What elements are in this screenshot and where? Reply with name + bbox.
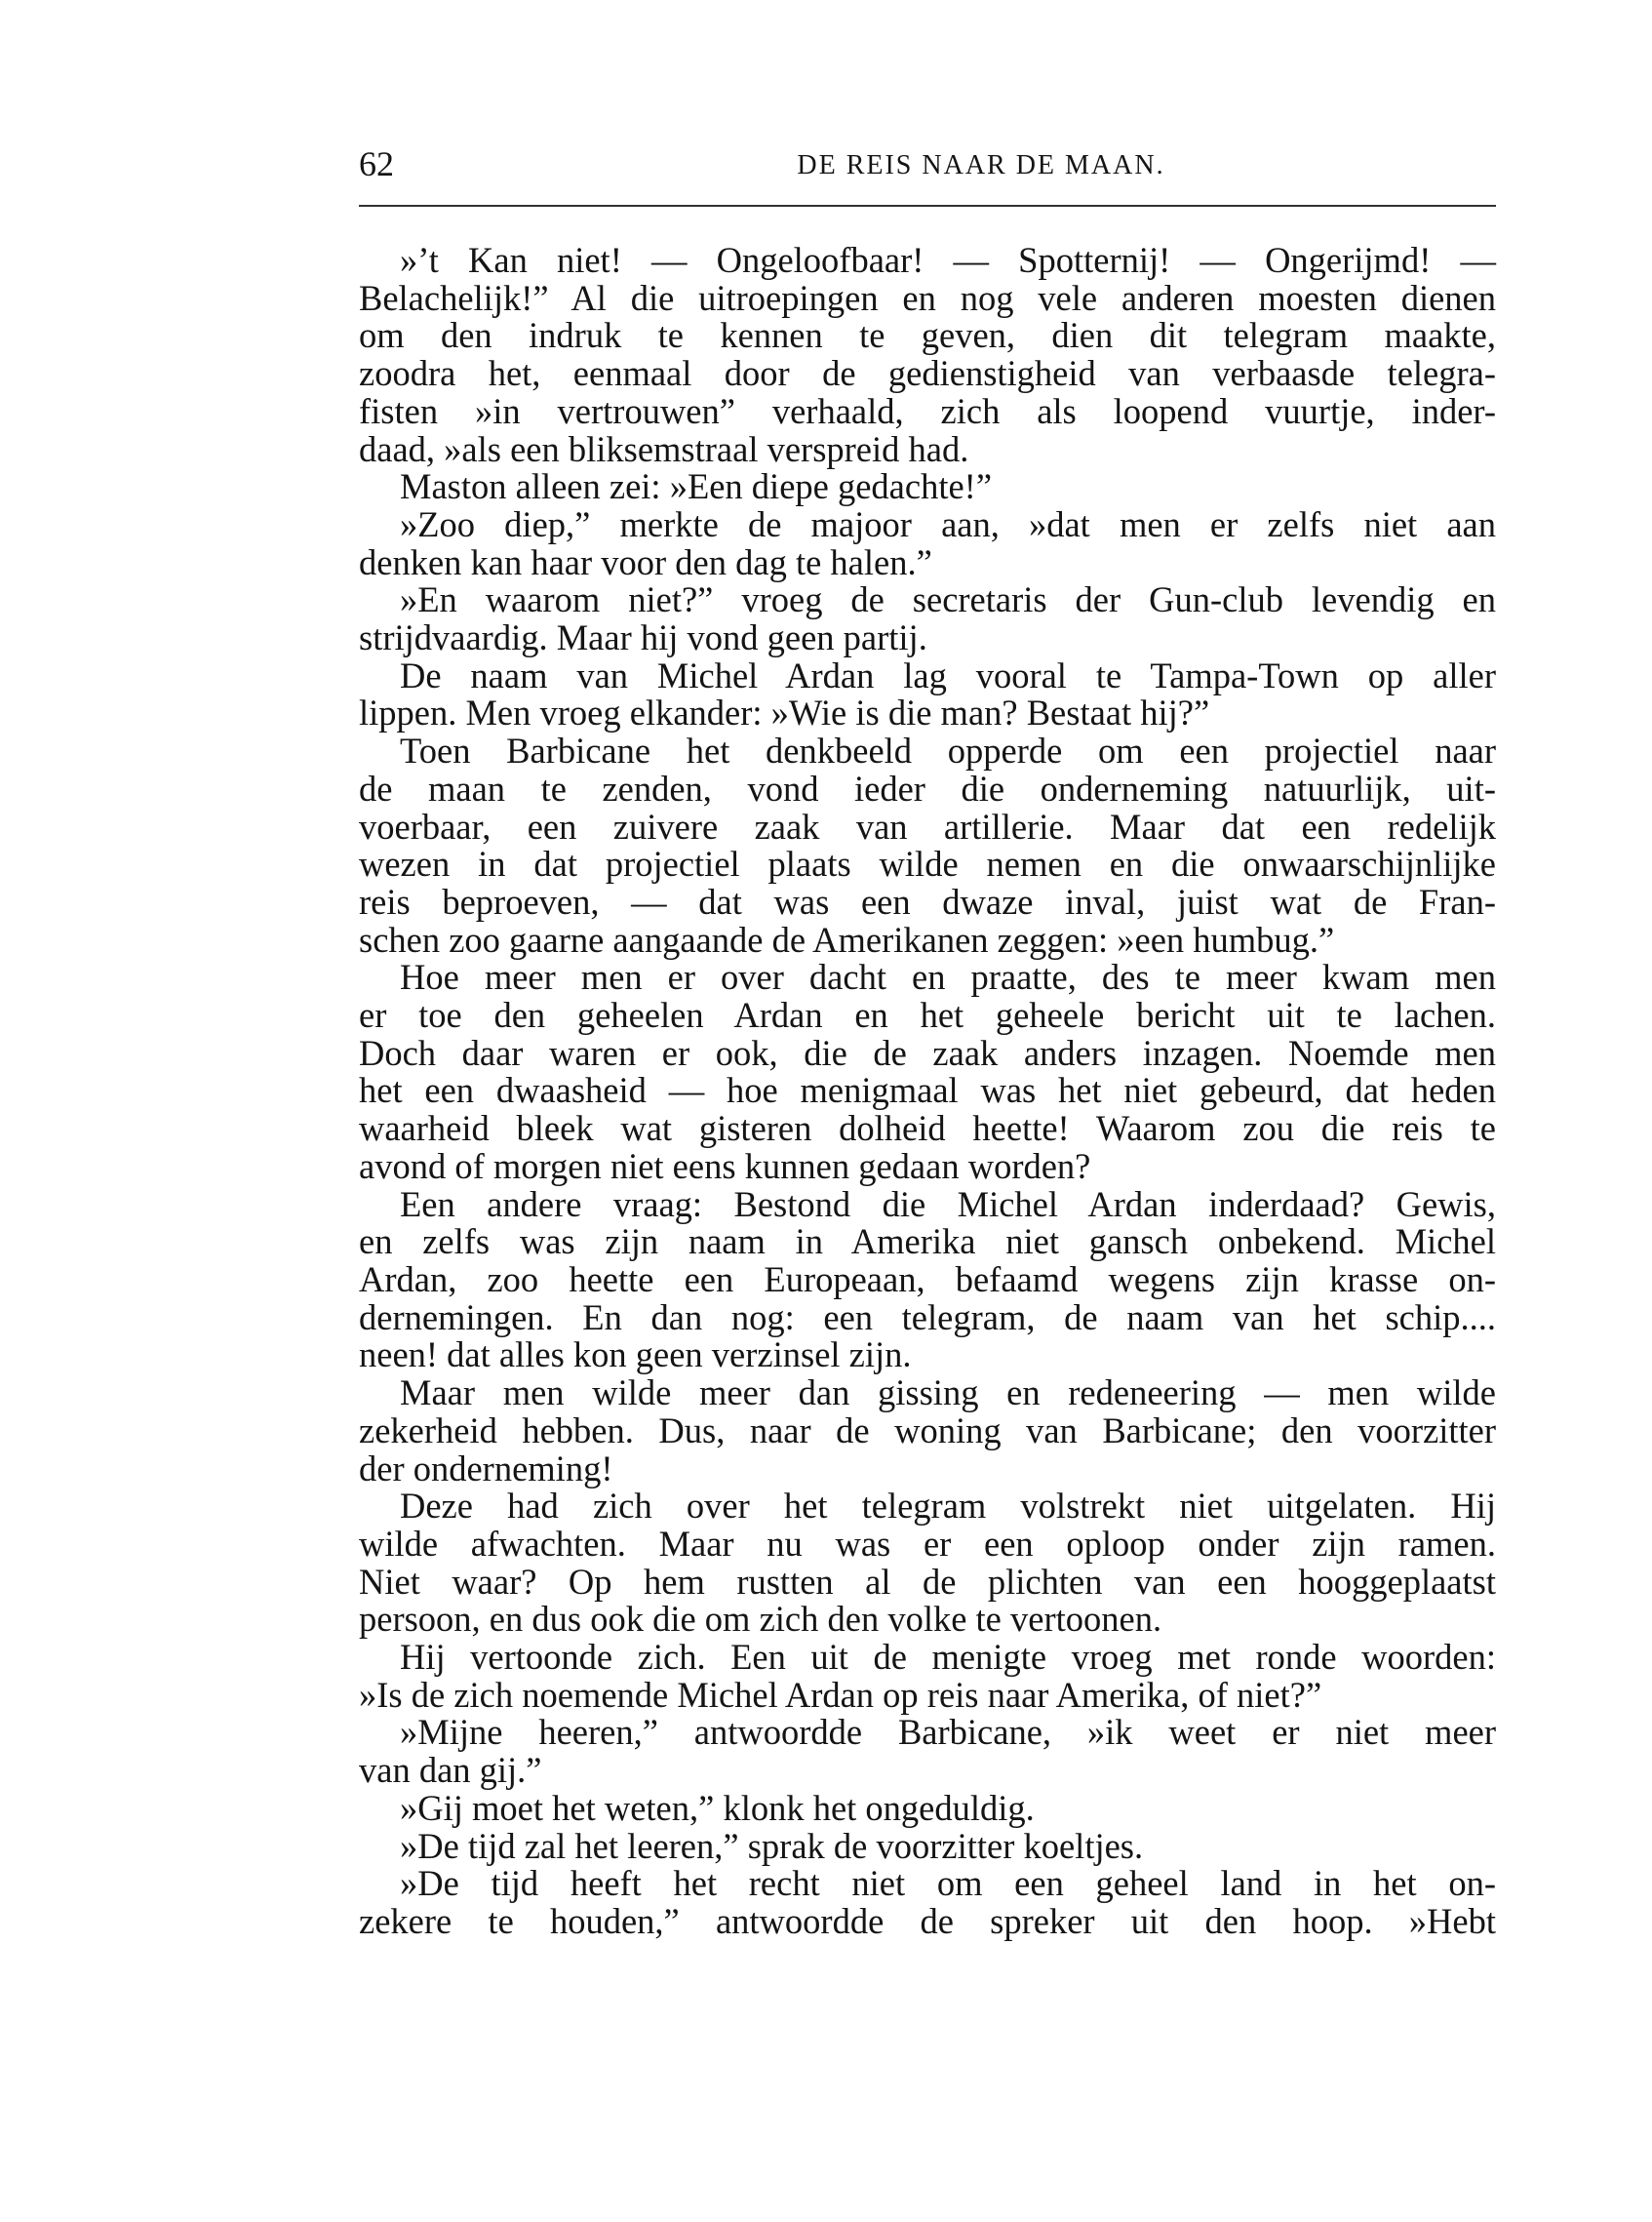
paragraph xyxy=(359,1865,1496,1940)
text-line: wezen in dat projectiel plaats wilde nemen en die onwaarschijnlijke xyxy=(359,844,1496,885)
text-line: »En waarom niet?” vroeg de secretaris der Gun-club levendig en xyxy=(400,579,1496,620)
running-title: DE REIS NAAR DE MAAN. xyxy=(797,150,1165,180)
text-line: »Gij moet het weten,” klonk het ongeduldig. xyxy=(400,1787,1035,1828)
text-line: »Zoo diep,” merkte de majoor aan, »dat men er zelfs niet aan xyxy=(400,503,1496,544)
text-line: »’t Kan niet! — Ongeloofbaar! — Spotternij! — Ongerijmd! — xyxy=(400,240,1496,280)
text-line: denken kan haar voor den dag te halen.” xyxy=(359,541,932,582)
text-line: Hij vertoonde zich. Een uit de menigte vroeg met ronde woorden: xyxy=(400,1637,1496,1678)
text-line: daad, »als een bliksemstraal verspreid had. xyxy=(359,428,969,469)
text-line: Toen Barbicane het denkbeeld opperde om een projectiel naar xyxy=(400,731,1496,772)
paragraph xyxy=(359,1787,1496,1828)
text-line: Doch daar waren er ook, die de zaak anders inzagen. Noemde men xyxy=(359,1032,1496,1073)
text-line: De naam van Michel Ardan lag vooral te Tampa-Town op aller xyxy=(400,655,1496,695)
text-line: Niet waar? Op hem rustten al de plichten van een hooggeplaatst xyxy=(359,1561,1496,1602)
text-line: Hoe meer men er over dacht en praatte, des te meer kwam men xyxy=(400,957,1496,998)
text-line: »De tijd heeft het recht niet om een geheel land in het on- xyxy=(400,1863,1496,1904)
text-line: fisten »in vertrouwen” verhaald, zich als loopend vuurtje, inder- xyxy=(359,390,1496,431)
text-line: Ardan, zoo heette een Europeaan, befaamd wegens zijn krasse on- xyxy=(359,1258,1496,1299)
text-line: het een dwaasheid — hoe menigmaal was het niet gebeurd, dat heden xyxy=(359,1070,1496,1111)
text-line: waarheid bleek wat gisteren dolheid heette! Waarom zou die reis te xyxy=(359,1108,1496,1149)
paragraph xyxy=(359,657,1496,733)
paragraph xyxy=(359,242,1496,468)
text-line: »Mijne heeren,” antwoordde Barbicane, »ik weet er niet meer xyxy=(400,1712,1496,1753)
text-line: Maar men wilde meer dan gissing en redeneering — men wilde xyxy=(400,1372,1496,1413)
text-line: wilde afwachten. Maar nu was er een oploop onder zijn ramen. xyxy=(359,1523,1496,1564)
text-line: reis beproeven, — dat was een dwaze inval, juist wat de Fran- xyxy=(359,881,1496,922)
text-line: van dan gij.” xyxy=(359,1750,542,1791)
paragraph xyxy=(359,1488,1496,1639)
text-line: zekerheid hebben. Dus, naar de woning van Barbicane; den voorzitter xyxy=(359,1409,1496,1450)
text-line: der onderneming! xyxy=(359,1448,613,1488)
text-line: neen! dat alles kon geen verzinsel zijn. xyxy=(359,1334,912,1375)
text-line: zekere te houden,” antwoordde de spreker uit den hoop. »Hebt xyxy=(359,1900,1496,1941)
paragraph xyxy=(359,503,1496,582)
text-line: om den indruk te kennen te geven, dien dit telegram maakte, xyxy=(359,315,1496,356)
text-line: dernemingen. En dan nog: een telegram, de naam van het schip.... xyxy=(359,1296,1496,1337)
text-line: lippen. Men vroeg elkander: »Wie is die man? Bestaat hij?” xyxy=(359,693,1210,734)
text-line: de maan te zenden, vond ieder die onderneming natuurlijk, uit- xyxy=(359,768,1496,809)
text-line: schen zoo gaarne aangaande de Amerikanen zeggen: »een humbug.” xyxy=(359,919,1335,960)
text-line: persoon, en dus ook die om zich den volke te vertoonen. xyxy=(359,1599,1162,1640)
text-line: Maston alleen zei: »Een diepe gedachte!” xyxy=(400,466,993,507)
paragraph xyxy=(359,1183,1496,1375)
text-line: Een andere vraag: Bestond die Michel Ardan inderdaad? Gewis, xyxy=(400,1183,1496,1224)
text-line: Belachelijk!” Al die uitroepingen en nog vele anderen moesten dienen xyxy=(359,277,1496,318)
text-line: er toe den geheelen Ardan en het geheele bericht uit te lachen. xyxy=(359,995,1496,1036)
page-header xyxy=(359,144,1496,193)
text-line: »Is de zich noemende Michel Ardan op reis naar Amerika, of niet?” xyxy=(359,1674,1322,1715)
page-number: 62 xyxy=(359,144,394,183)
text-line: voerbaar, een zuivere zaak van artillerie. Maar dat een redelijk xyxy=(359,806,1496,847)
paragraph xyxy=(359,733,1496,959)
paragraph xyxy=(359,1639,1496,1714)
header-rule xyxy=(359,205,1496,207)
paragraph xyxy=(359,581,1496,656)
paragraph xyxy=(359,1714,1496,1789)
body-text xyxy=(359,242,1496,1941)
text-line: Deze had zich over het telegram volstrekt niet uitgelaten. Hij xyxy=(400,1486,1496,1527)
text-line: en zelfs was zijn naam in Amerika niet gansch onbekend. Michel xyxy=(359,1221,1496,1262)
text-line: strijdvaardig. Maar hij vond geen partij. xyxy=(359,617,927,658)
paragraph xyxy=(359,1374,1496,1488)
paragraph xyxy=(359,959,1496,1185)
text-line: »De tijd zal het leeren,” sprak de voorzitter koeltjes. xyxy=(400,1825,1144,1866)
text-line: avond of morgen niet eens kunnen gedaan worden? xyxy=(359,1145,1091,1186)
paragraph xyxy=(359,468,1496,506)
paragraph xyxy=(359,1825,1496,1866)
text-line: zoodra het, eenmaal door de gedienstigheid van verbaasde telegra- xyxy=(359,353,1496,394)
